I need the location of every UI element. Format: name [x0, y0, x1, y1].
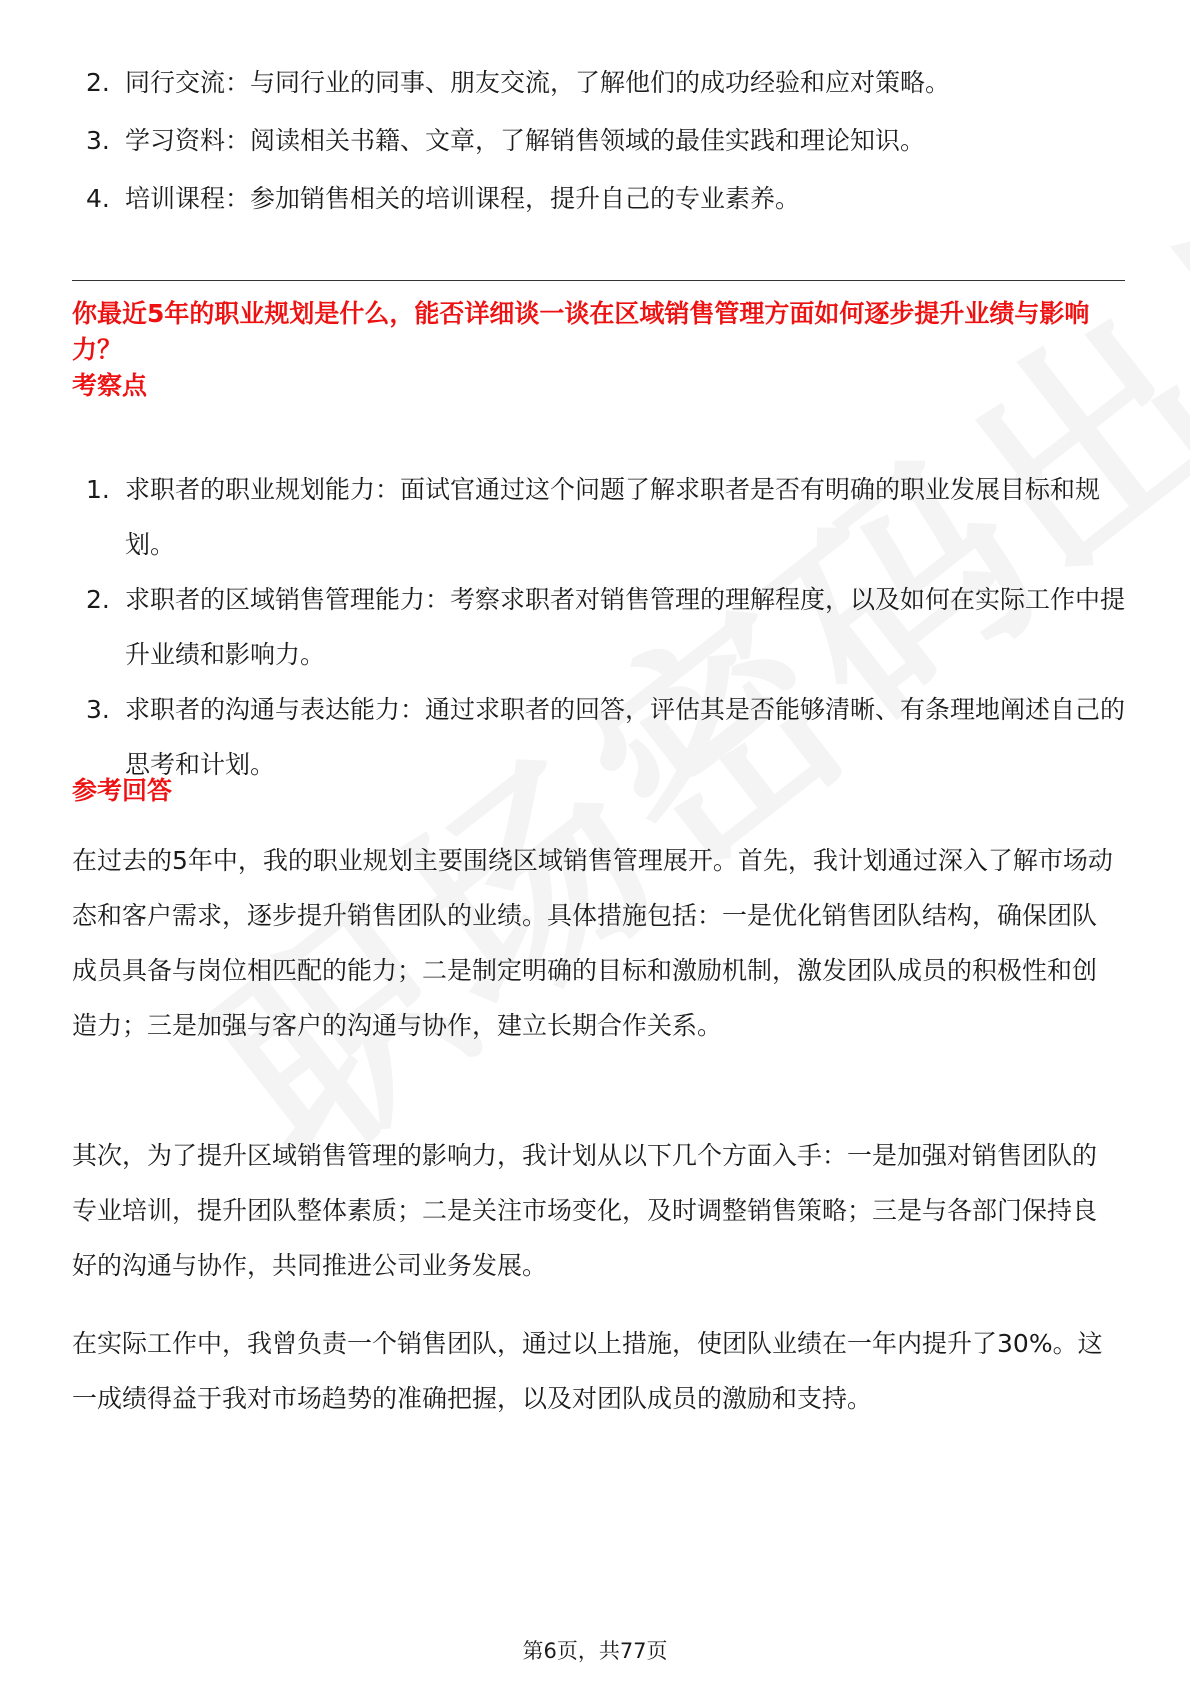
list-item-text: 求职者的沟通与表达能力：通过求职者的回答，评估其是否能够清晰、有条理地阐述自己的思考和计划。 [125, 695, 1126, 779]
list-number: 3. [86, 126, 110, 155]
list-item [72, 572, 1125, 682]
list-item-text: 同行交流：与同行业的同事、朋友交流，了解他们的成功经验和应对策略。 [125, 68, 951, 97]
list-item [72, 171, 1125, 226]
answer-paragraph: 其次，为了提升区域销售管理的影响力，我计划从以下几个方面入手：一是加强对销售团队的专业培训，提升团队整体素质；二是关注市场变化，及时调整销售策略；三是与各部门保持良好的沟通与协作，共同推进公司业务发展。 [72, 1141, 1098, 1280]
list-number: 2. [86, 68, 110, 97]
list-item-text: 求职者的职业规划能力：面试官通过这个问题了解求职者是否有明确的职业发展目标和规划。 [125, 475, 1101, 559]
points-list [72, 462, 1125, 792]
page-number: 第6页，共77页 [522, 1639, 668, 1663]
answer-heading: 参考回答 [72, 776, 173, 805]
list-number: 4. [86, 184, 110, 213]
list-item-text: 学习资料：阅读相关书籍、文章，了解销售领域的最佳实践和理论知识。 [125, 126, 926, 155]
list-item [72, 462, 1125, 572]
answer-paragraph: 在实际工作中，我曾负责一个销售团队，通过以上措施，使团队业绩在一年内提升了30%。这一成绩得益于我对市场趋势的准确把握，以及对团队成员的激励和支持。 [72, 1329, 1103, 1413]
list-item [72, 113, 1125, 168]
list-item [72, 682, 1125, 792]
section-divider [72, 280, 1125, 281]
answer-paragraph: 在过去的5年中，我的职业规划主要围绕区域销售管理展开。首先，我计划通过深入了解市场动态和客户需求，逐步提升销售团队的业绩。具体措施包括：一是优化销售团队结构，确保团队成员具备与岗位相匹配的能力；二是制定明确的目标和激励机制，激发团队成员的积极性和创造力；三是加强与客户的沟通与协作，建立长期合作关系。 [72, 846, 1113, 1040]
interview-question: 你最近5年的职业规划是什么，能否详细谈一谈在区域销售管理方面如何逐步提升业绩与影响力？ [72, 299, 1090, 364]
continued-list [72, 55, 1125, 229]
list-item [72, 55, 1125, 110]
list-item-text: 求职者的区域销售管理能力：考察求职者对销售管理的理解程度，以及如何在实际工作中提升业绩和影响力。 [125, 585, 1126, 669]
points-heading: 考察点 [72, 371, 148, 400]
list-item-text: 培训课程：参加销售相关的培训课程，提升自己的专业素养。 [125, 184, 801, 213]
list-number: 1. [86, 475, 110, 504]
list-number: 3. [86, 695, 110, 724]
list-number: 2. [86, 585, 110, 614]
